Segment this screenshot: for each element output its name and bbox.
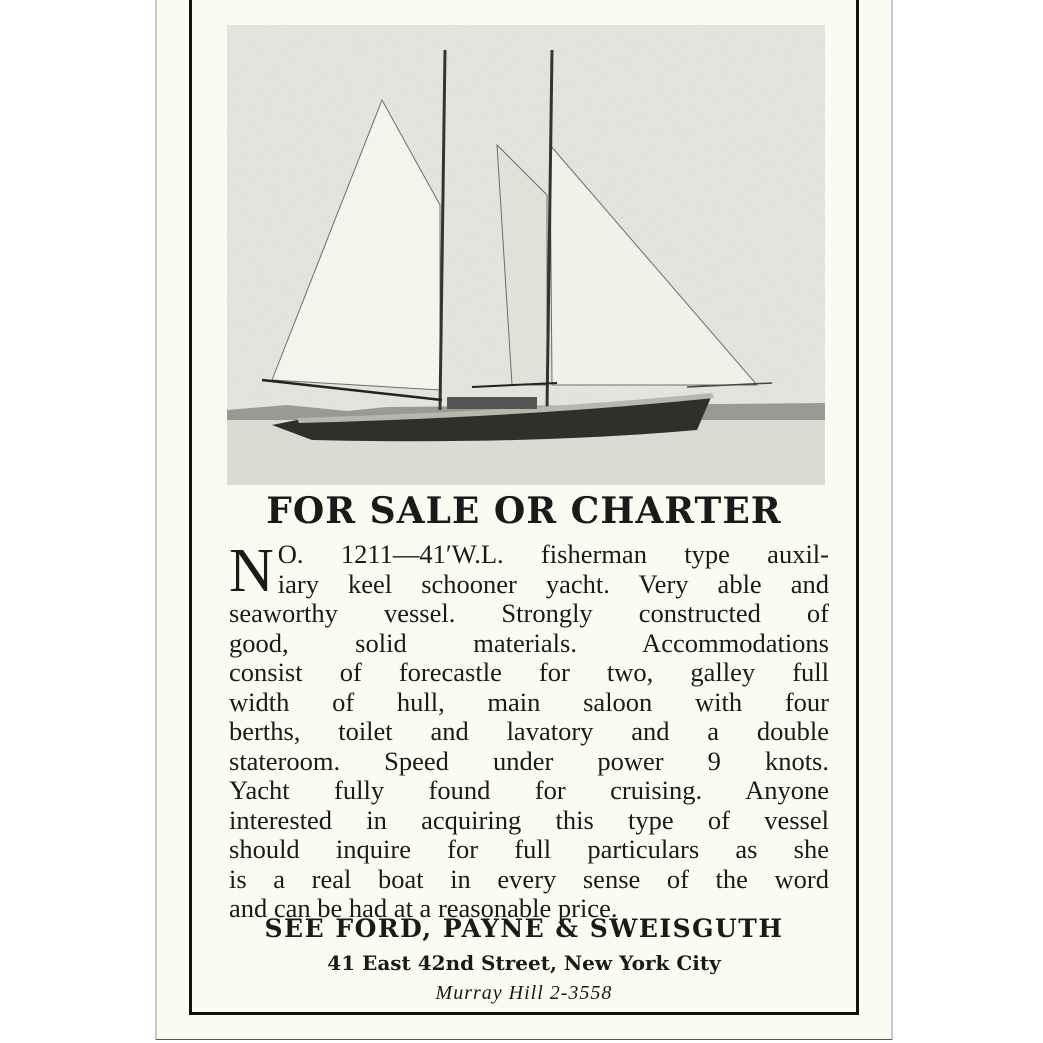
body-line: consist of forecastle for two, galley full: [229, 657, 829, 687]
ad-headline: FOR SALE OR CHARTER: [266, 490, 782, 532]
firm-phone: Murray Hill 2-3558: [435, 982, 613, 1004]
body-line: is a real boat in every sense of the word: [229, 863, 829, 894]
firm-address: 41 East 42nd Street, New York City: [327, 951, 721, 975]
body-line: O. 1211—41′W.L. fisherman type auxil-: [277, 539, 829, 569]
body-line: seaworthy vessel. Strongly constructed of: [229, 598, 829, 628]
body-line: and can be had at a reasonable price.: [229, 893, 618, 923]
body-line: stateroom. Speed under power 9 knots.: [229, 745, 829, 776]
schooner-yacht-photo: [227, 25, 825, 485]
ad-body-text: [229, 537, 829, 924]
body-line: Yacht fully found for cruising. Anyone: [229, 775, 829, 805]
advertisement-page: [155, 0, 893, 1040]
firm-name: SEE FORD, PAYNE & SWEISGUTH: [264, 914, 784, 943]
body-line: width of hull, main saloon with four: [229, 686, 829, 717]
drop-cap: N: [229, 537, 274, 605]
body-line: interested in acquiring this type of vessel: [229, 804, 829, 835]
body-line: berths, toilet and lavatory and a double: [229, 716, 829, 746]
body-line: good, solid materials. Accommodations: [229, 627, 829, 658]
body-line: iary keel schooner yacht. Very able and: [277, 568, 829, 599]
body-line: should inquire for full particulars as she: [229, 834, 829, 864]
